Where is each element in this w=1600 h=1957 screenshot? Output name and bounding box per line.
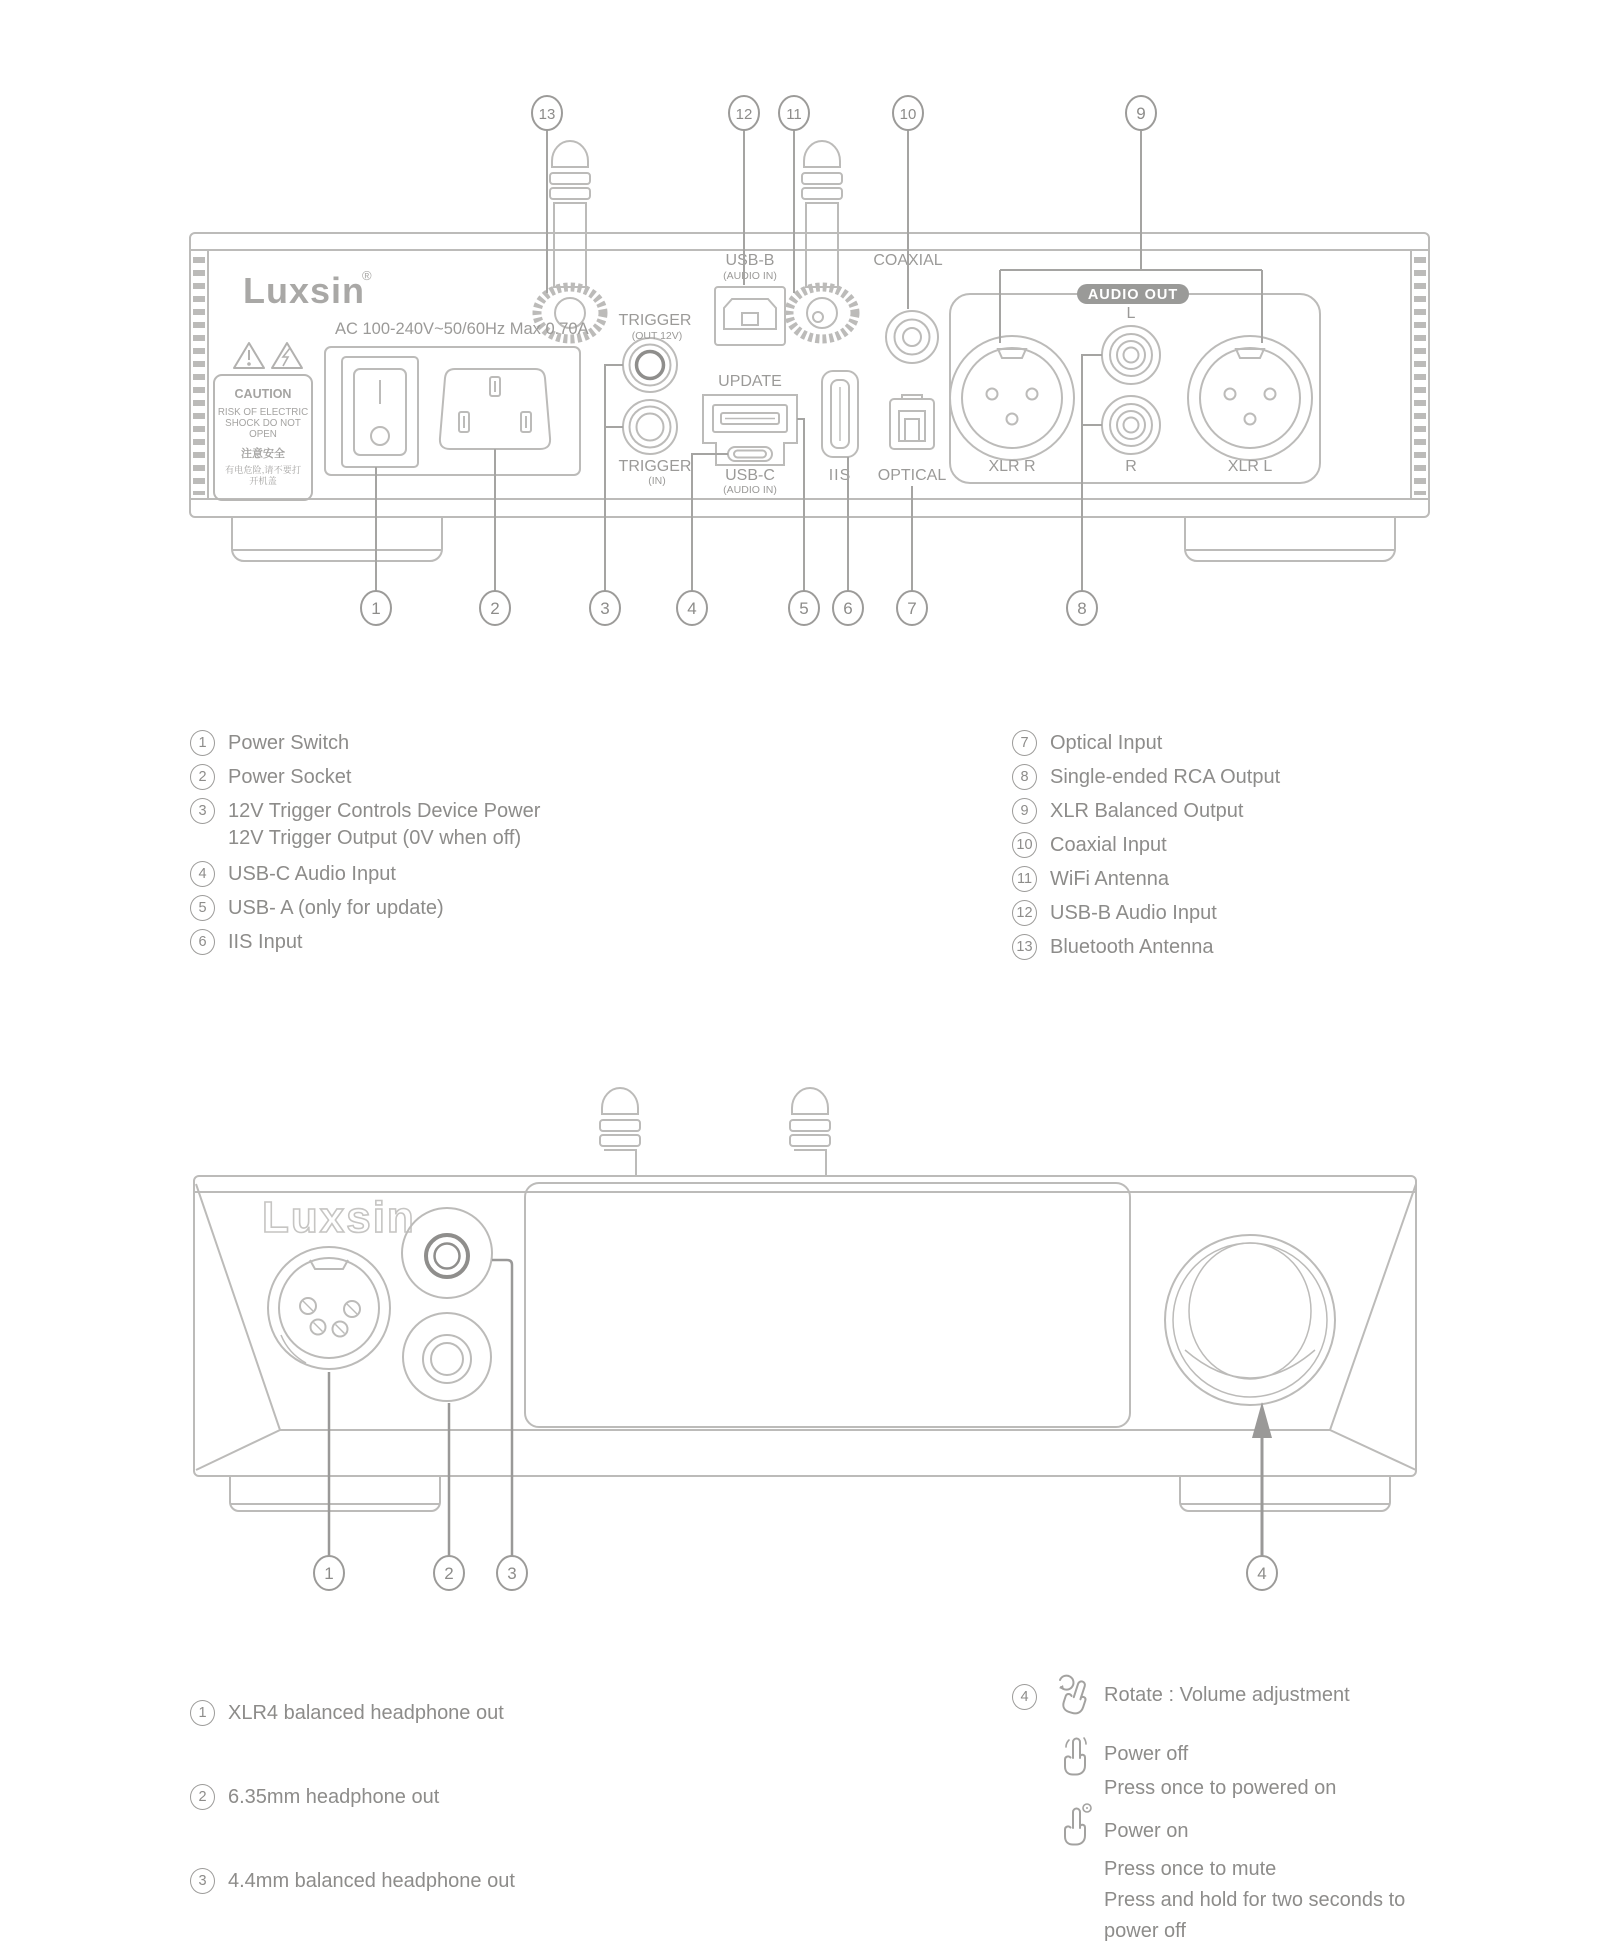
- led-hole: [813, 312, 823, 322]
- back-panel-diagram: [150, 75, 1450, 655]
- legend-text: USB- A (only for update): [228, 896, 444, 919]
- legend-text: Power Switch: [228, 731, 350, 754]
- legend-num: 13: [1012, 934, 1037, 960]
- press2-desc2: Press and hold for two seconds to: [1104, 1889, 1406, 1911]
- legend-item: [1012, 866, 1169, 892]
- callout-1: 1: [371, 599, 381, 618]
- legend-item: [1012, 730, 1162, 756]
- front-callout-3: 3: [507, 1564, 517, 1583]
- callout-2: 2: [490, 599, 500, 618]
- legend-item: [190, 1700, 504, 1726]
- back-legend-right: [1012, 730, 1512, 970]
- callout-9: 9: [1136, 104, 1146, 123]
- trigger-out-jack: [623, 338, 677, 392]
- svg-text:有电危险,请不要打: 有电危险,请不要打: [224, 465, 302, 475]
- svg-text:注意安全: 注意安全: [241, 448, 285, 460]
- legend-item: [190, 929, 303, 955]
- update-label: UPDATE: [718, 373, 782, 390]
- power-rating-label: AC 100-240V~50/60Hz Max 0.70A: [335, 320, 589, 338]
- optical-label: OPTICAL: [877, 467, 947, 484]
- rca-l-label: L: [1126, 305, 1136, 322]
- legend-text: 4.4mm balanced headphone out: [228, 1869, 515, 1892]
- legend-item: [190, 764, 351, 790]
- legend-num: 1: [190, 1700, 215, 1726]
- rca-r-output: [1102, 396, 1160, 454]
- callout-3: 3: [600, 599, 610, 618]
- front-callouts: [314, 1556, 1277, 1590]
- coaxial-label: COAXIAL: [873, 252, 943, 269]
- trigger-in-jack: [623, 400, 677, 454]
- iis-port: [822, 371, 858, 457]
- usb-c-sub-label: (AUDIO IN): [723, 484, 777, 496]
- knob-gesture-legend: [1012, 1672, 1492, 1952]
- front-leader-lines: [329, 1260, 512, 1557]
- legend-num: 4: [190, 861, 215, 887]
- front-callout-1: 1: [324, 1564, 334, 1583]
- trigger-out-label: TRIGGER: [618, 312, 692, 329]
- legend-num: 5: [190, 895, 215, 921]
- brand-logo: Luxsin: [243, 270, 366, 311]
- legend-item: [1012, 798, 1243, 824]
- legend-text: Power Socket: [228, 765, 352, 788]
- callout-4: 4: [687, 599, 697, 618]
- legend-num: 12: [1012, 900, 1037, 926]
- usb-c-port: [728, 447, 772, 461]
- front-callout-2: 2: [444, 1564, 454, 1583]
- legend-num: 4: [1012, 1684, 1037, 1710]
- legend-item: [190, 798, 540, 852]
- front-legend-left: [190, 1700, 750, 1920]
- power-socket: [440, 369, 550, 449]
- legend-text: XLR Balanced Output: [1050, 799, 1244, 822]
- caution-label: [214, 375, 312, 500]
- back-callouts: [361, 96, 1156, 625]
- legend-num: 11: [1012, 866, 1037, 892]
- legend-text: IIS Input: [228, 930, 303, 953]
- legend-item: [1012, 934, 1213, 960]
- callout-6: 6: [843, 599, 853, 618]
- legend-item: [1012, 764, 1280, 790]
- legend-item: [190, 1868, 515, 1894]
- press2-desc1: Press once to mute: [1104, 1858, 1277, 1880]
- power-switch: [342, 357, 418, 467]
- trigger-out-sub-label: (OUT 12V): [631, 330, 683, 342]
- front-callout-4: 4: [1257, 1564, 1267, 1583]
- legend-item: [190, 895, 444, 921]
- xlr-r-output: [950, 336, 1074, 460]
- legend-text: USB-C Audio Input: [228, 862, 396, 885]
- legend-item: [1012, 900, 1217, 926]
- back-legend-left: [190, 730, 750, 970]
- legend-num: 10: [1012, 832, 1037, 858]
- legend-num: 3: [190, 798, 215, 824]
- back-foot-right: [1185, 517, 1395, 561]
- usb-c-label: USB-C: [725, 467, 775, 484]
- front-brand-logo: Luxsin: [262, 1193, 416, 1242]
- callout-8: 8: [1077, 599, 1087, 618]
- svg-text:CAUTION: CAUTION: [234, 387, 292, 401]
- press1-title: Power off: [1104, 1743, 1189, 1765]
- front-foot-left: [230, 1476, 440, 1511]
- legend-text: USB-B Audio Input: [1050, 901, 1217, 924]
- usb-b-port: [715, 287, 785, 345]
- knob-arrow: [1252, 1402, 1272, 1558]
- legend-text: 6.35mm headphone out: [228, 1785, 440, 1808]
- optical-port: [890, 395, 934, 449]
- legend-text: Single-ended RCA Output: [1050, 765, 1281, 788]
- legend-num: 9: [1012, 798, 1037, 824]
- xlr4-headphone-jack: [268, 1247, 390, 1369]
- legend-num: 6: [190, 929, 215, 955]
- press2-title: Power on: [1104, 1820, 1189, 1842]
- legend-num: 2: [190, 764, 215, 790]
- callout-5: 5: [799, 599, 809, 618]
- rca-r-label: R: [1125, 458, 1137, 475]
- coaxial-jack: [886, 311, 938, 363]
- audio-out-badge-label: AUDIO OUT: [1087, 287, 1179, 303]
- update-usb-a-port: [713, 405, 787, 432]
- rca-l-output: [1102, 326, 1160, 384]
- warning-exclamation-icon: [234, 343, 264, 368]
- svg-text:RISK OF ELECTRIC: RISK OF ELECTRIC: [217, 407, 309, 418]
- svg-text:SHOCK DO NOT: SHOCK DO NOT: [225, 418, 301, 429]
- legend-num: 3: [190, 1868, 215, 1894]
- legend-item: [190, 1784, 439, 1810]
- legend-text: WiFi Antenna: [1050, 867, 1169, 890]
- press2-desc3: power off: [1104, 1920, 1186, 1942]
- trigger-in-sub-label: (IN): [648, 475, 666, 487]
- legend-text-2: 12V Trigger Output (0V when off): [228, 827, 522, 849]
- callout-10: 10: [899, 106, 917, 123]
- usb-b-sub-label: (AUDIO IN): [723, 270, 777, 282]
- press1-desc: Press once to powered on: [1104, 1777, 1337, 1799]
- registered-mark: ®: [362, 268, 372, 283]
- front-foot-right: [1180, 1476, 1390, 1511]
- legend-item: [190, 861, 396, 887]
- back-foot-left: [232, 517, 442, 561]
- legend-text: 12V Trigger Controls Device Power: [228, 800, 541, 822]
- jack-4-4mm: [402, 1208, 492, 1298]
- xlr-l-output: [1188, 336, 1312, 460]
- iis-label: IIS: [828, 467, 852, 484]
- svg-text:开机盖: 开机盖: [249, 476, 277, 486]
- legend-num: 7: [1012, 730, 1037, 756]
- wifi-antenna: [789, 141, 855, 339]
- legend-num: 8: [1012, 764, 1037, 790]
- xlr-l-label: XLR L: [1227, 458, 1273, 475]
- svg-text:OPEN: OPEN: [249, 429, 277, 440]
- front-antenna-right: [790, 1088, 830, 1176]
- legend-item: [1012, 832, 1167, 858]
- warning-shock-icon: [272, 343, 302, 368]
- callout-13: 13: [538, 106, 556, 123]
- rotate-gesture-label: Rotate : Volume adjustment: [1104, 1684, 1350, 1706]
- volume-knob[interactable]: [1165, 1235, 1335, 1405]
- legend-text: Optical Input: [1050, 731, 1163, 754]
- legend-text: XLR4 balanced headphone out: [228, 1701, 504, 1724]
- legend-text: Coaxial Input: [1050, 833, 1167, 856]
- callout-7: 7: [907, 599, 917, 618]
- front-antenna-left: [600, 1088, 640, 1176]
- callout-12: 12: [735, 106, 753, 123]
- legend-num: 1: [190, 730, 215, 756]
- audio-out-zone: [950, 284, 1320, 483]
- usb-b-label: USB-B: [725, 252, 775, 269]
- front-display: [525, 1183, 1130, 1427]
- callout-11: 11: [786, 106, 802, 123]
- xlr-r-label: XLR R: [988, 458, 1036, 475]
- legend-item: [190, 730, 349, 756]
- jack-6-35mm: [403, 1313, 491, 1401]
- trigger-in-label: TRIGGER: [618, 458, 692, 475]
- front-panel-diagram: [150, 1080, 1450, 1600]
- legend-text: Bluetooth Antenna: [1050, 935, 1214, 958]
- legend-num: 2: [190, 1784, 215, 1810]
